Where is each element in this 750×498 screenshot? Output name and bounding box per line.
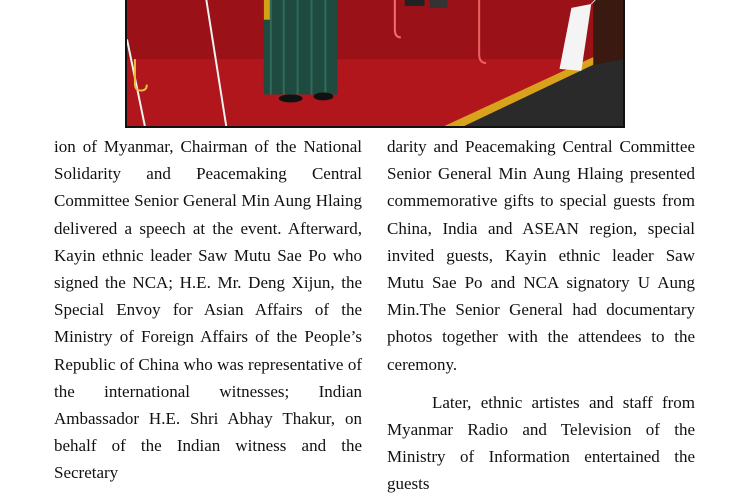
ceremony-photo [125, 0, 625, 128]
article-paragraph: darity and Peacemaking Central Committee Senior General Min Aung Hlaing presented commemorative gifts to special guests from China, India and ASEAN region, special invited guests, Kayin ethnic leader Saw Mutu Sae Po and NCA signatory U Aung Min.The Senior General had documentary photos together with the attendees to the ceremony. [387, 137, 695, 374]
article-paragraph: Later, ethnic artistes and staff from Myanmar Radio and Television of the Ministry of Information entertained the guests [387, 392, 695, 494]
right-column [387, 133, 695, 498]
left-column [54, 133, 362, 487]
article-paragraph: ion of Myanmar, Chairman of the National Solidarity and Peacemaking Central Committee Senior General Min Aung Hlaing delivered a speech at the event. Afterward, Kayin ethnic leader Saw Mutu Sae Po who signed the NCA; H.E. Mr. Deng Xijun, the Special Envoy for Asian Affairs of the Ministry of Foreign Affairs of the People’s Republic of China who was representative of the international witnesses; Indian Ambassador H.E. Shri Abhay Thakur, on behalf of the Indian witness and the Secretary [54, 137, 362, 483]
